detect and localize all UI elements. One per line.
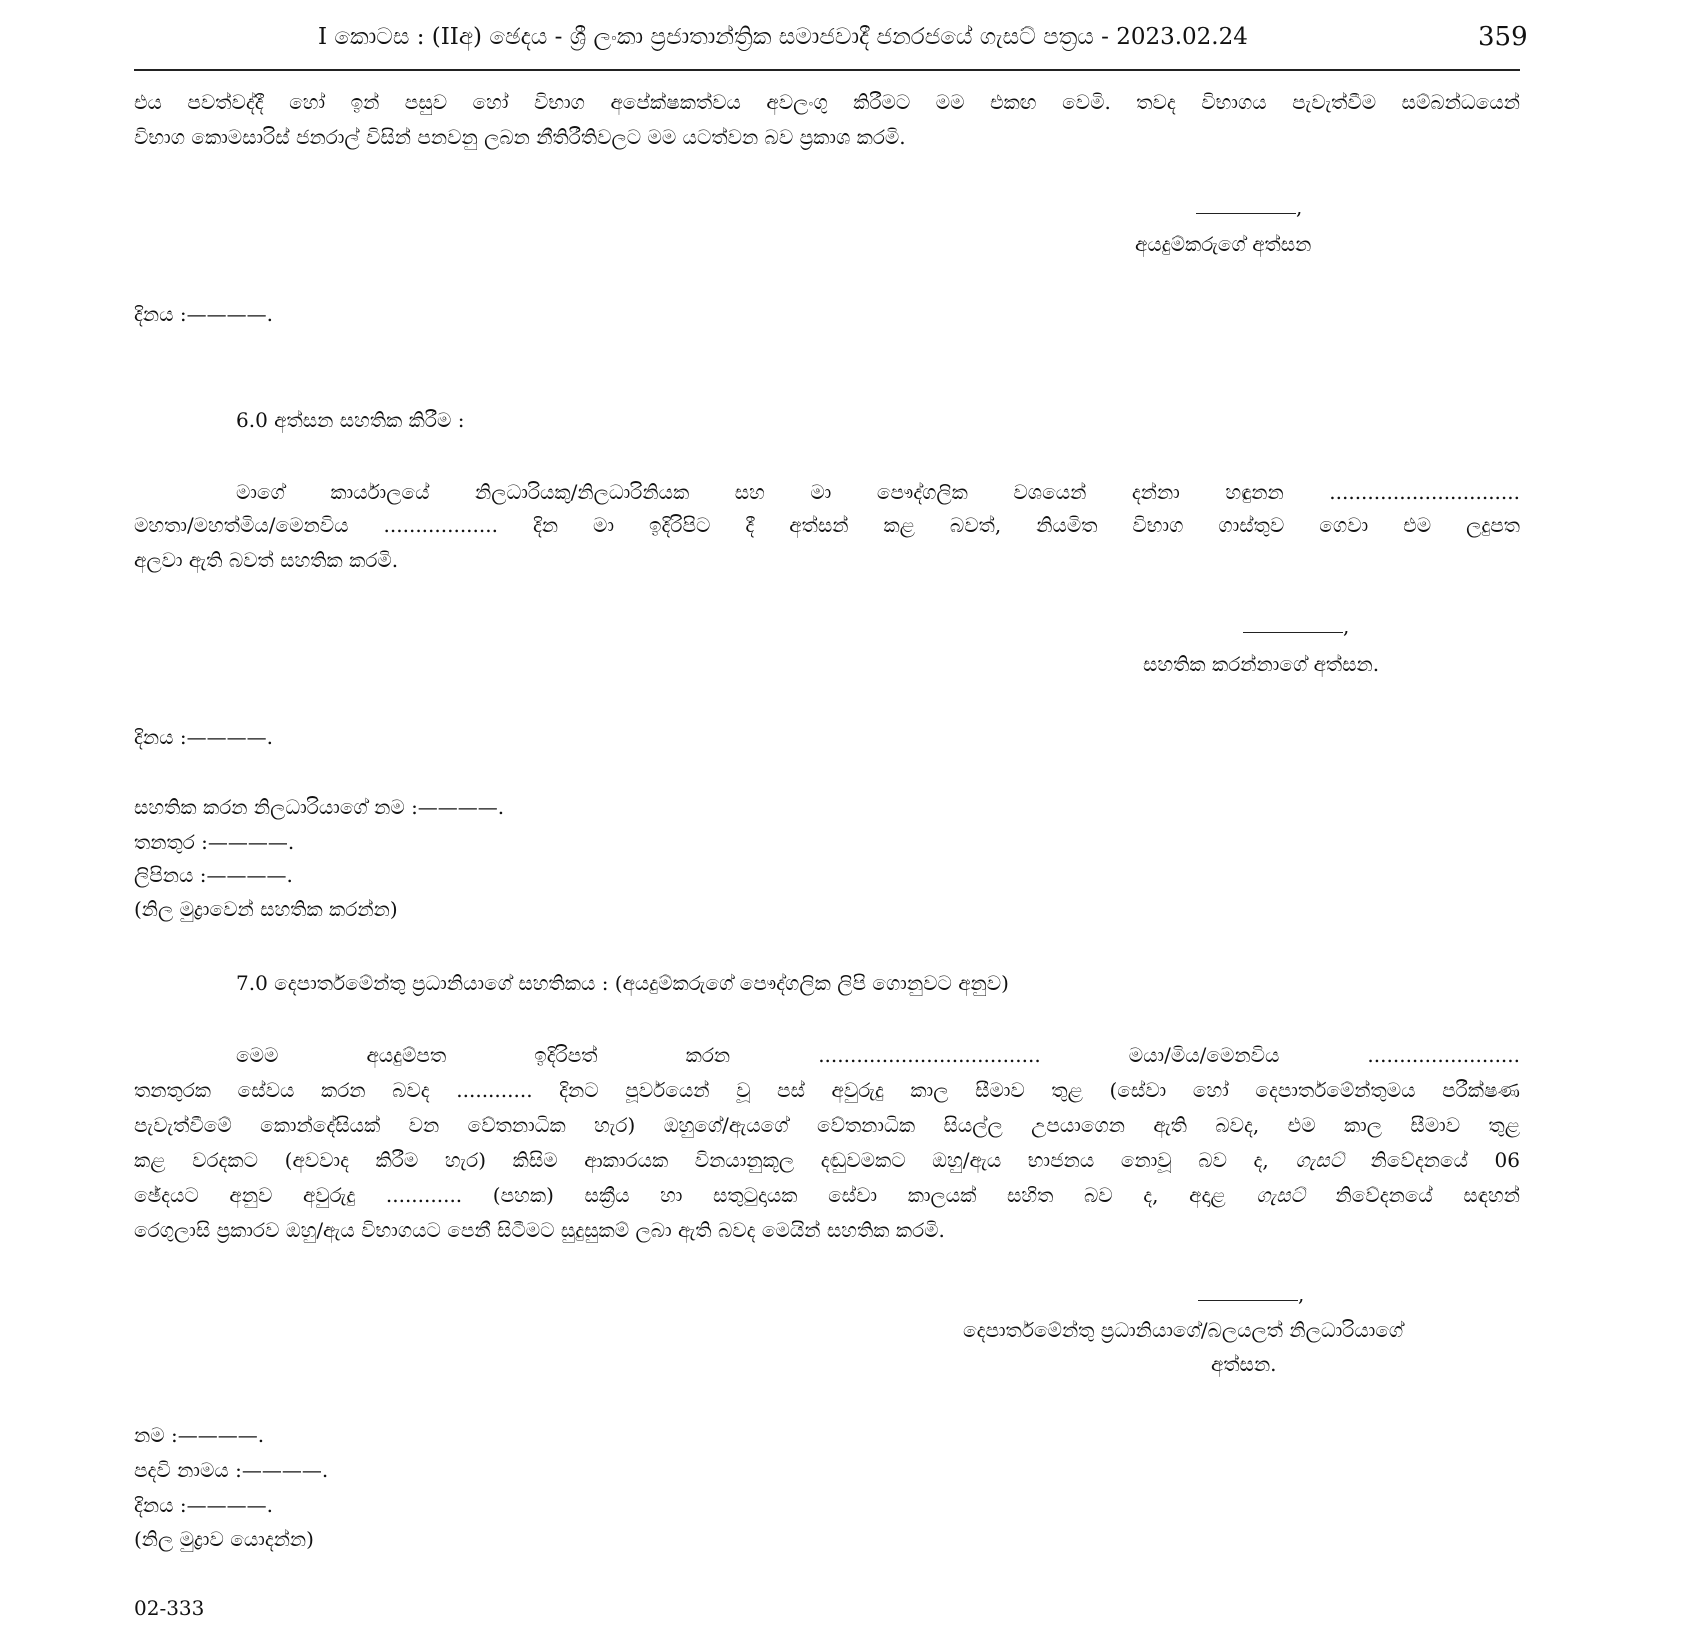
certifier-signature-line	[1243, 632, 1343, 633]
head-signature-label-2: අත්සන.	[1211, 1352, 1277, 1376]
section-7-line-3: පැවැත්වීමේ කොන්දේසියක් වන වේතනාධික හැර) ඔහුගේ/ඇයගේ වේතනාධික සියල්ල උපයාගෙන ඇති බවද, එම කාල සීමාව තුළ	[134, 1113, 1520, 1137]
date-field-2: දිනය :————.	[134, 725, 273, 749]
gazette-italic-1: ගැසට්	[1295, 1148, 1345, 1172]
applicant-signature-comma: ,	[1296, 195, 1303, 219]
head-designation-field: පදවි නාමය :————.	[134, 1458, 329, 1482]
head-signature-line	[1198, 1300, 1298, 1301]
section-7-line-5	[134, 1183, 1520, 1207]
applicant-signature-label: අයදුම්කරුගේ අත්සන	[1135, 232, 1312, 256]
section-6-line-2: මහතා/මහත්මිය/මෙනවිය .................. දින මා ඉදිරිපිට දී අත්සන් කළ බවත්, නියමිත විභාග ගාස්තුව ගෙවා එම ලදුපත	[134, 513, 1520, 537]
certifier-name-field: සහතික කරන නිලධාරියාගේ නම :————.	[134, 795, 505, 819]
head-date-field: දිනය :————.	[134, 1493, 273, 1517]
section-6-heading: 6.0 අත්සන සහතික කිරීම :	[236, 408, 465, 432]
header-title: I කොටස : (IIඅ) ඡෙදය - ශ්‍රී ලංකා ප්‍රජාතාන්ත්‍රික සමාජවාදී ජනරජයේ ගැසට් පත්‍රය - 2023.02.24	[318, 24, 1248, 50]
head-name-field: නම :————.	[134, 1423, 265, 1447]
head-signature-label-1: දෙපාර්තමේන්තු ප්‍රධානියාගේ/බලයලත් නිලධාරියාගේ	[963, 1318, 1404, 1342]
intro-line-2: විභාග කොමසාරිස් ජනරාල් විසින් පනවනු ලබන නීතිරීතිවලට මම යටත්වන බව ප්‍රකාශ කරමි.	[134, 125, 906, 149]
section-7-line-4	[134, 1148, 1520, 1172]
header-rule	[134, 69, 1520, 71]
section-6-line-3: අලවා ඇති බවත් සහතික කරමි.	[134, 548, 399, 572]
section-7-line-6: රෙගුලාසි ප්‍රකාරව ඔහු/ඇය විභාගයට පෙනී සිටීමට සුදුසුකම් ලබා ඇති බවද මෙයින් සහතික කරමි.	[134, 1218, 945, 1242]
certifier-signature-label: සහතික කරන්නාගේ අත්සන.	[1143, 652, 1380, 676]
footer-code: 02-333	[134, 1596, 205, 1620]
section-7-line-4-part-a: කළ වරදකට (අවවාද කිරීම හැර) කිසිම ආකාරයක විනයානුකූල දඬුවමකට ඔහු/ඇය භාජනය නොවූ බව ද,	[134, 1148, 1296, 1172]
page-number: 359	[1478, 22, 1528, 52]
section-6-line-1: මාගේ කාර්යාලයේ නිලධාරියකු/නිලධාරිනියක සහ මා පෞද්ගලික වශයෙන් දන්නා හඳුනන ..............................	[236, 480, 1520, 504]
section-7-heading: 7.0 දෙපාර්තමේන්තු ප්‍රධානියාගේ සහතිකය : (අයදුම්කරුගේ පෞද්ගලික ලිපි ගොනුවට අනුව)	[236, 971, 1009, 995]
intro-line-1: එය පවත්වද්දී හෝ ඉන් පසුව හෝ විභාග අපේක්ෂකත්වය අවලංගු කිරීමට මම එකඟ වෙමි. තවද විභාගය පැවැත්වීම සම්බන්ධයෙන්	[134, 90, 1520, 114]
section-7-line-1: මෙම අයදුම්පත ඉදිරිපත් කරන ................................... මයා/මිය/මෙනවිය ........................	[236, 1043, 1520, 1067]
section-7-line-5-part-a: ඡේදයට අනුව අවුරුදු ............ (පහක) සක්‍රීය හා සතුටුදායක සේවා කාලයක් සහිත බව ද, අදාළ	[134, 1183, 1257, 1207]
certifier-address-field: ලිපිනය :————.	[134, 863, 293, 887]
section-7-line-2: තනතුරක සේවය කරන බවද ............ දිනට පූර්වයෙන් වූ පස් අවුරුදු කාල සීමාව තුළ (සේවා හෝ දෙපාර්තමේන්තුමය පරීක්ෂණ	[134, 1078, 1520, 1102]
date-field-1: දිනය :————.	[134, 302, 273, 326]
section-7-line-4-part-b: නිවේදනයේ 06	[1344, 1148, 1521, 1172]
certifier-signature-comma: ,	[1343, 614, 1350, 638]
applicant-signature-line	[1196, 213, 1296, 214]
certifier-position-field: තනතුර :————.	[134, 830, 295, 854]
certifier-stamp-note: (නිල මුද්‍රාවෙන් සහතික කරන්න)	[134, 897, 398, 921]
section-7-line-5-part-b: නිවේදනයේ සඳහන්	[1304, 1183, 1520, 1207]
head-stamp-note: (නිල මුද්‍රාව යොදන්න)	[134, 1527, 314, 1551]
gazette-italic-2: ගැසට්	[1256, 1183, 1305, 1207]
head-signature-comma: ,	[1298, 1282, 1305, 1306]
